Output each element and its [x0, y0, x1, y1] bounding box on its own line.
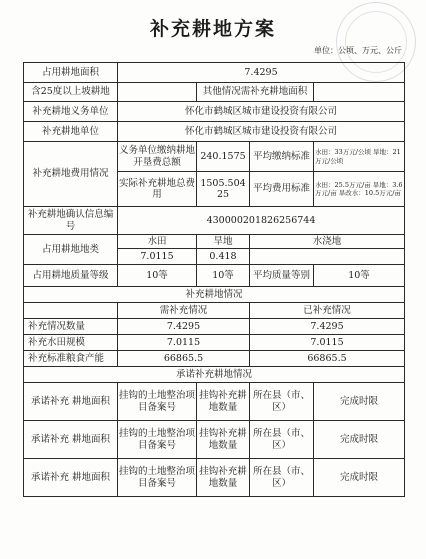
slope-label: 含25度以上坡耕地 — [24, 83, 118, 102]
other-value — [314, 83, 405, 102]
table-row — [24, 287, 405, 303]
qty-label: 补充情况数量 — [24, 319, 118, 335]
commit-col-qty: 挂钩补充耕地数量 — [197, 383, 250, 421]
table-row — [24, 102, 405, 122]
commit-col-county: 所在县（市、区） — [250, 421, 314, 459]
commit-col-deadline: 完成时限 — [314, 383, 405, 421]
avg-quality-value: 10等 — [314, 265, 405, 287]
avg-quality-label: 平均质量等别 — [250, 265, 314, 287]
qty-done: 7.4295 — [250, 319, 405, 335]
done-label: 已补充情况 — [250, 303, 405, 319]
commit-col-area: 承诺补充 耕地面积 — [24, 421, 118, 459]
qty-need: 7.4295 — [118, 319, 250, 335]
unit-note: 单位：公顷、万元、公斤 — [314, 46, 402, 55]
actual-value: 1505.50425 — [197, 172, 250, 207]
dry-label: 旱地 — [197, 235, 250, 249]
table-row — [24, 367, 405, 383]
table-row — [24, 421, 405, 459]
table-row — [24, 383, 405, 421]
grain-done: 66865.5 — [250, 351, 405, 367]
commit-col-deadline: 完成时限 — [314, 421, 405, 459]
table-row — [24, 351, 405, 367]
table-row — [24, 122, 405, 142]
quality-label: 占用耕地质量等级 — [24, 265, 118, 287]
need-label: 需补充情况 — [118, 303, 250, 319]
table-row — [24, 63, 405, 83]
commit-col-area: 承诺补充 耕地面积 — [24, 459, 118, 497]
confirm-label: 补充耕地确认信息编号 — [24, 207, 118, 235]
dry-value: 0.418 — [197, 249, 250, 265]
supplement-section-title: 补充耕地情况 — [24, 287, 405, 303]
table-row — [24, 265, 405, 287]
commit-col-county: 所在县（市、区） — [250, 459, 314, 497]
irrigated-label: 水浇地 — [250, 235, 405, 249]
occupied-area-label: 占用耕地面积 — [24, 63, 118, 83]
occupied-area-value: 7.4295 — [118, 63, 405, 83]
supp-paddy-label: 补充水田规模 — [24, 335, 118, 351]
grain-need: 66865.5 — [118, 351, 250, 367]
quality-value-2: 10等 — [197, 265, 250, 287]
table-row — [24, 303, 405, 319]
actual-label: 实际补充耕地总费用 — [118, 172, 197, 207]
fee-value: 240.1575 — [197, 142, 250, 172]
obligor-value: 怀化市鹤城区城市建设投资有限公司 — [118, 102, 405, 122]
table-row — [24, 207, 405, 235]
avg-cost-label: 平均费用标准 — [250, 172, 314, 207]
fee-label: 义务单位缴纳耕地开垦费总额 — [118, 142, 197, 172]
page-title: 补充耕地方案 — [149, 18, 276, 40]
commit-col-project: 挂钩的土地整治项目备案号 — [118, 383, 197, 421]
table-row — [24, 335, 405, 351]
avg-fee-note: 水田：33万元/公顷 旱地：21万元/公顷 — [314, 142, 405, 172]
quality-value-1: 10等 — [118, 265, 197, 287]
avg-fee-label: 平均缴纳标准 — [250, 142, 314, 172]
table-row — [24, 142, 405, 172]
commit-col-area: 承诺补充 耕地面积 — [24, 383, 118, 421]
land-type-label: 占用耕地地类 — [24, 235, 118, 265]
avg-cost-note: 水田：25.5万元/亩 旱地：3.6万元/亩 旱改水：10.5万元/亩 — [314, 172, 405, 207]
commit-col-qty: 挂钩补充耕地数量 — [197, 421, 250, 459]
other-label: 其他情况需补充耕地面积 — [197, 83, 314, 102]
table-row — [24, 83, 405, 102]
obligor-label: 补充耕地义务单位 — [24, 102, 118, 122]
paddy-label: 水田 — [118, 235, 197, 249]
unit-value: 怀化市鹤城区城市建设投资有限公司 — [118, 122, 405, 142]
supp-paddy-done: 7.0115 — [250, 335, 405, 351]
commit-col-qty: 挂钩补充耕地数量 — [197, 459, 250, 497]
supplement-blank — [24, 303, 118, 319]
paddy-value: 7.0115 — [118, 249, 197, 265]
commitment-section-title: 承诺补充耕地情况 — [24, 367, 405, 383]
commit-col-deadline: 完成时限 — [314, 459, 405, 497]
supp-paddy-need: 7.0115 — [118, 335, 250, 351]
plan-table — [23, 62, 405, 497]
table-row — [24, 235, 405, 249]
table-row — [24, 319, 405, 335]
cost-label: 补充耕地费用情况 — [24, 142, 118, 207]
grain-label: 补充标准粮食产能 — [24, 351, 118, 367]
commit-col-county: 所在县（市、区） — [250, 383, 314, 421]
confirm-value: 430000201826256744 — [118, 207, 405, 235]
irrigated-value — [250, 249, 405, 265]
table-row — [24, 459, 405, 497]
unit-label: 补充耕地单位 — [24, 122, 118, 142]
commit-col-project: 挂钩的土地整治项目备案号 — [118, 421, 197, 459]
commit-col-project: 挂钩的土地整治项目备案号 — [118, 459, 197, 497]
slope-value — [118, 83, 197, 102]
